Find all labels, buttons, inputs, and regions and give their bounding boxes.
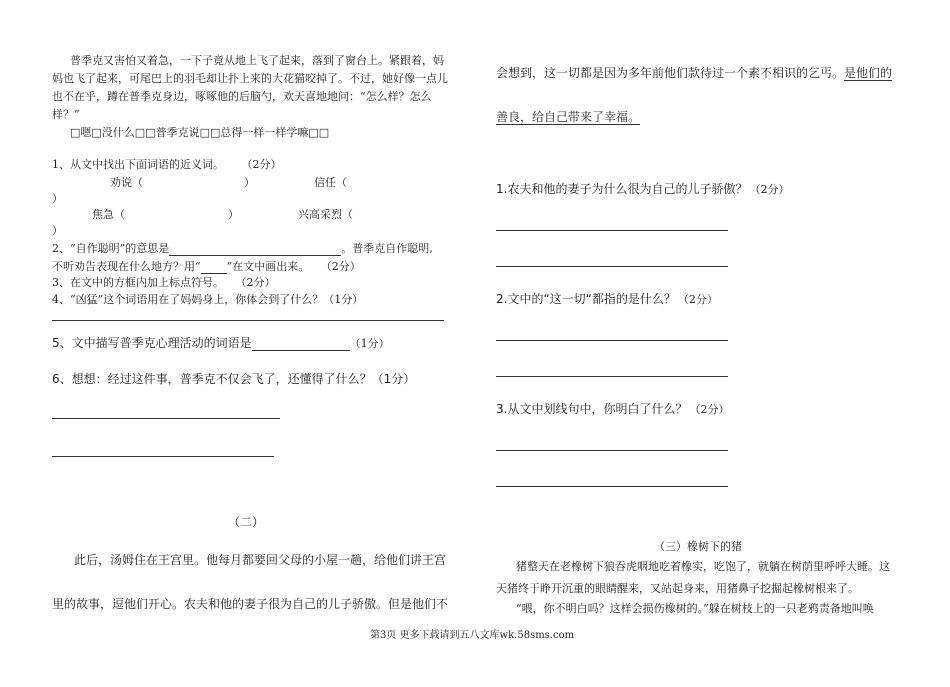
word-label: 劝说（ bbox=[110, 176, 143, 189]
question-2 bbox=[52, 242, 433, 256]
word-label: 兴高采烈（ bbox=[298, 208, 353, 221]
right-question-2-score: （2分） bbox=[677, 293, 718, 306]
continuation-line bbox=[496, 66, 892, 80]
question-5 bbox=[52, 336, 390, 351]
question-1 bbox=[52, 158, 282, 172]
section-2-title: （二） bbox=[228, 515, 265, 529]
question-2-text: 2、“自作聪明”的意思是 bbox=[52, 242, 170, 255]
continuation-text: 会想到，这一切都是因为多年前他们款待过一个素不相识的乞丐。 bbox=[496, 66, 845, 80]
right-question-3-text: 3.从文中划线句中，你明白了什么？ bbox=[496, 402, 688, 416]
word-paren: ） bbox=[244, 176, 255, 189]
question-2-text-cont: 。普季克自作聪明, bbox=[341, 242, 433, 255]
question-2-text: 不听劝告表现在什么地方？用“ bbox=[52, 260, 201, 273]
question-2-text: ”在文中画出来。 bbox=[226, 260, 310, 273]
question-4: 4、“凶猛”这个词语用在了妈妈身上，你体会到了什么？（1分） bbox=[52, 293, 364, 306]
word-paren: ） bbox=[52, 224, 63, 237]
section-3-line: “喂，你不明白吗？这样会损伤橡树的。”躲在树枝上的一只老鸦责备地叫唤 bbox=[516, 602, 874, 615]
passage-line: □嗯□没什么□□普季克说□□总得一样一样学嘛□□ bbox=[70, 126, 330, 139]
right-question-2-text: 2.文中的“这一切“都指的是什么？ bbox=[496, 292, 676, 306]
question-2-line2 bbox=[52, 260, 361, 274]
section-3-line: 猪整天在老橡树下狼吞虎咽地吃着橡实，吃饱了，就躺在树荫里呼呼大睡。这 bbox=[516, 560, 890, 573]
right-question-2 bbox=[496, 292, 718, 307]
right-question-1-score: （2分） bbox=[749, 183, 790, 196]
answer-line[interactable] bbox=[496, 450, 728, 451]
right-question-3-score: （2分） bbox=[689, 403, 730, 416]
underlined-sentence: 善良，给自己带来了幸福。 bbox=[496, 110, 641, 124]
question-1-text: 1、从文中找出下面词语的近义词。 bbox=[52, 158, 224, 171]
passage-line: 也不在乎，蹲在普季克身边，啄啄他的后脑勺，欢天喜地地问：“怎么样？怎么 bbox=[52, 90, 432, 103]
section-3-title: （三）橡树下的猪 bbox=[654, 540, 742, 553]
passage-line: 妈也飞了起来，可尾巴上的羽毛却让扑上来的大花猫咬掉了。不过，她好像一点儿 bbox=[52, 72, 448, 85]
question-5-score: （1分） bbox=[349, 337, 390, 350]
word-paren: ） bbox=[52, 192, 63, 205]
answer-line[interactable] bbox=[52, 418, 280, 419]
question-5-text: 5、文中描写普季克心理活动的词语是 bbox=[52, 336, 252, 350]
section-3-line: 天猪终于睁开沉重的眼睛醒来，又站起身来，用猪鼻子挖掘起橡树根来了。 bbox=[496, 582, 859, 595]
answer-line[interactable] bbox=[52, 320, 444, 321]
question-1-score: （2分） bbox=[241, 158, 282, 171]
passage-line: 普季克又害怕又着急，一下子竟从地上飞了起来，落到了窗台上。紧跟着，妈 bbox=[70, 54, 444, 67]
underlined-sentence: 是他们的 bbox=[844, 66, 893, 80]
question-2-score: （2分） bbox=[320, 260, 361, 273]
answer-line[interactable] bbox=[496, 376, 728, 377]
right-question-1-text: 1.农夫和他的妻子为什么很为自己的儿子骄傲？ bbox=[496, 182, 748, 196]
passage-line: 样？” bbox=[52, 108, 80, 121]
question-6: 6、想想：经过这件事，普季克不仅会飞了，还懂得了什么？（1分） bbox=[52, 372, 416, 386]
section-2-line: 此后，汤姆住在王宫里。他每月都要回父母的小屋一趟，给他们讲王宫 bbox=[74, 553, 447, 567]
answer-line[interactable] bbox=[496, 486, 728, 487]
answer-blank[interactable] bbox=[252, 337, 350, 351]
word-paren: ） bbox=[228, 208, 239, 221]
word-label: 信任（ bbox=[314, 176, 347, 189]
right-question-1 bbox=[496, 182, 789, 197]
answer-line[interactable] bbox=[496, 340, 728, 341]
question-3 bbox=[52, 276, 276, 290]
section-2-line: 里的故事，逗他们开心。农夫和他的妻子很为自己的儿子骄傲。但是他们不 bbox=[52, 597, 449, 611]
mark-blank bbox=[201, 261, 227, 274]
page-footer: 第3页 更多下载请到五八文库wk.58sms.com bbox=[370, 630, 575, 641]
answer-blank[interactable] bbox=[169, 243, 341, 256]
question-3-score: （2分） bbox=[235, 276, 276, 289]
question-3-text: 3、在文中的方框内加上标点符号。 bbox=[52, 276, 224, 289]
right-question-3 bbox=[496, 402, 729, 417]
word-label: 焦急（ bbox=[92, 208, 125, 221]
answer-line[interactable] bbox=[496, 230, 728, 231]
answer-line[interactable] bbox=[496, 266, 728, 267]
answer-line[interactable] bbox=[52, 456, 274, 457]
